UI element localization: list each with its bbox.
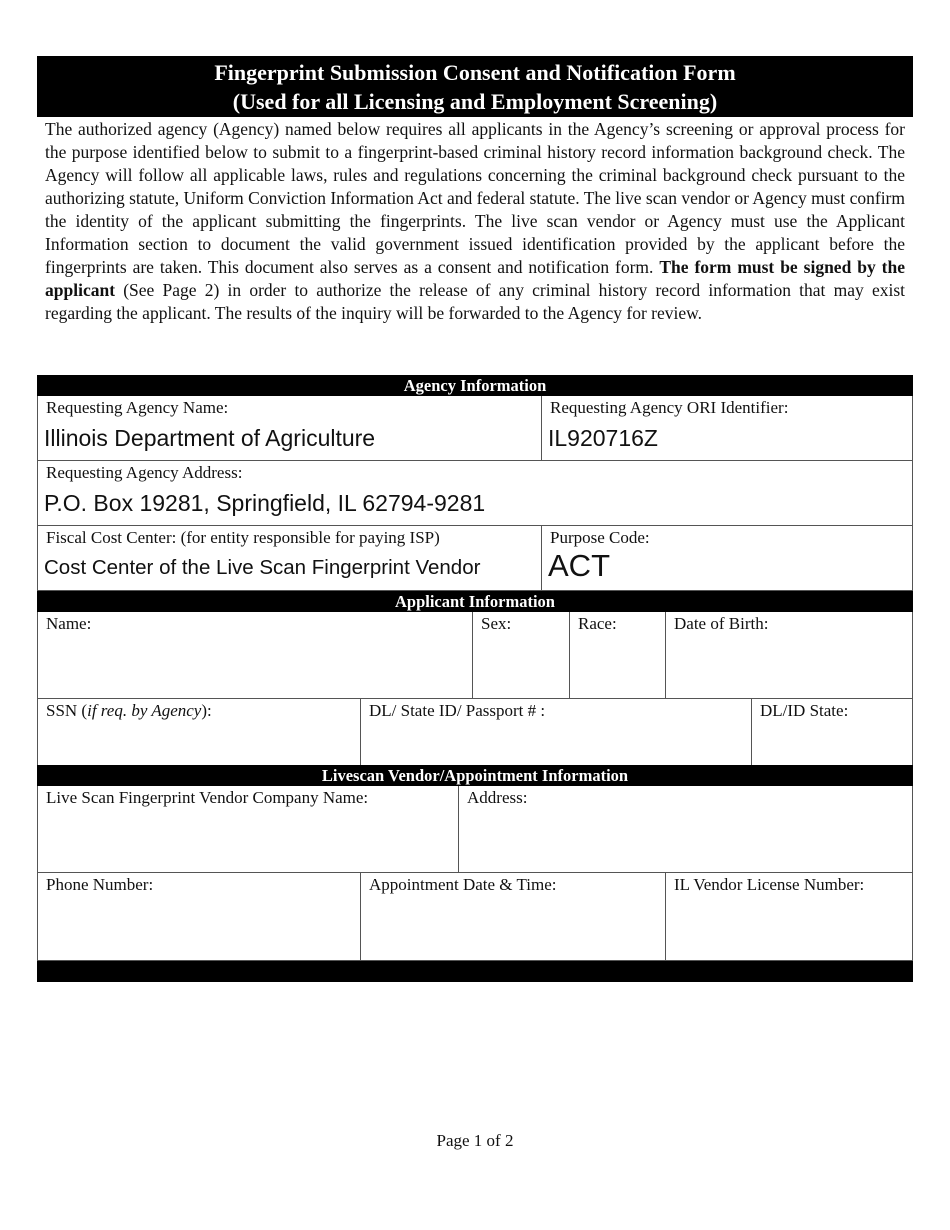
fiscal-cost-center-field[interactable] [38,526,541,590]
applicant-dl-field[interactable] [360,699,751,765]
applicant-dl-state-field[interactable] [751,699,912,765]
form-title-line2: (Used for all Licensing and Employment Screening) [232,89,718,114]
vendor-section-header: Livescan Vendor/Appointment Information [37,765,913,786]
agency-name-value: Illinois Department of Agriculture [44,425,376,451]
vendor-row-1 [37,786,913,873]
vendor-company-field[interactable] [38,786,458,872]
appointment-label: Appointment Date & Time: [369,875,557,894]
vendor-address-field[interactable] [458,786,912,872]
agency-section-header: Agency Information [37,375,913,396]
agency-address-value: P.O. Box 19281, Springfield, IL 62794-9281 [44,490,486,516]
applicant-name-label: Name: [46,614,92,633]
appointment-field[interactable] [360,873,665,960]
applicant-dob-label: Date of Birth: [674,614,769,633]
applicant-row-1 [37,612,913,699]
intro-bold-text: The form must be signed by the applicant [45,257,905,300]
applicant-ssn-field[interactable] [38,699,360,765]
fiscal-cost-center-value: Cost Center of the Live Scan Fingerprint Vendor [44,556,481,579]
consent-form [37,56,913,982]
intro-text-after: (See Page 2) in order to authorize the release of any criminal history record information that may exist regarding the applicant. The results of the inquiry will be forwarded to the Agency for review. [45,280,905,323]
page-number: Page 1 of 2 [436,1131,514,1150]
purpose-code-field[interactable] [541,526,912,590]
vendor-license-field[interactable] [665,873,912,960]
vendor-phone-label: Phone Number: [46,875,154,894]
vendor-phone-field[interactable] [38,873,360,960]
purpose-code-value: ACT [548,548,610,583]
form-title [37,56,913,117]
applicant-section-header: Applicant Information [37,591,913,612]
applicant-race-field[interactable] [569,612,665,698]
purpose-code-label: Purpose Code: [550,528,650,547]
applicant-dob-field[interactable] [665,612,912,698]
intro-paragraph [37,117,913,375]
agency-row-1 [37,396,913,461]
agency-name-field[interactable] [38,396,541,460]
agency-ori-field[interactable] [541,396,912,460]
agency-address-label: Requesting Agency Address: [46,463,243,482]
vendor-address-label: Address: [467,788,528,807]
applicant-dl-state-label: DL/ID State: [760,701,849,720]
agency-address-field[interactable] [38,461,912,525]
agency-row-2 [37,461,913,526]
intro-text-before: The authorized agency (Agency) named below requires all applicants in the Agency’s screening or approval process for the purpose identified below to submit to a fingerprint-based criminal history record information background check. The Agency will follow all applicable laws, rules and regulations concerning the criminal background check pursuant to the authorizing statute, Uniform Conviction Information Act and federal statute. The live scan vendor or Agency must confirm the identity of the applicant submitting the fingerprints. The live scan vendor or Agency must use the Applicant Information section to document the valid government issued identification provided by the applicant before the fingerprints are taken. This document also serves as a consent and notification form. [45,119,905,277]
vendor-license-label: IL Vendor License Number: [674,875,865,894]
vendor-row-2 [37,873,913,960]
applicant-name-field[interactable] [38,612,472,698]
applicant-ssn-label: SSN (if req. by Agency): [46,701,212,720]
agency-name-label: Requesting Agency Name: [46,398,229,417]
applicant-row-2 [37,699,913,765]
agency-ori-label: Requesting Agency ORI Identifier: [550,398,789,417]
fiscal-cost-center-label: Fiscal Cost Center: (for entity responsible for paying ISP) [46,528,440,547]
applicant-sex-label: Sex: [481,614,512,633]
agency-row-3 [37,526,913,591]
form-footer-bar [37,960,913,982]
agency-ori-value: IL920716Z [548,425,658,451]
applicant-dl-label: DL/ State ID/ Passport # : [369,701,546,720]
applicant-race-label: Race: [578,614,617,633]
applicant-sex-field[interactable] [472,612,569,698]
vendor-company-label: Live Scan Fingerprint Vendor Company Name: [46,788,369,807]
form-title-line1: Fingerprint Submission Consent and Notification Form [214,60,736,85]
